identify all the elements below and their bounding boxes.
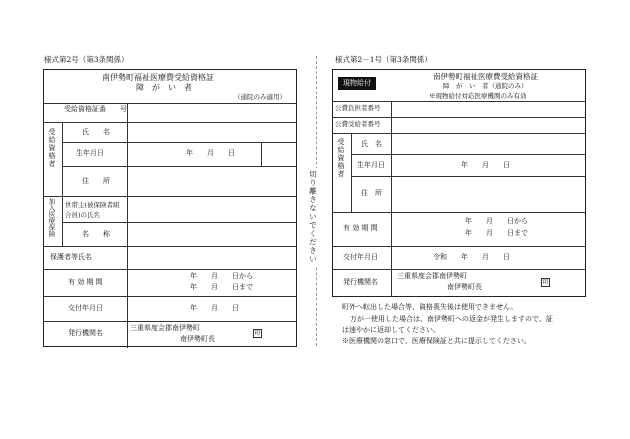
left-issuer-value1: 三重県度会郡南伊勢町 [130,324,200,332]
left-card-title: 南伊勢町福祉医療費受給資格証 [102,73,214,82]
left-insurance-group-label: 加入医療保険 [47,198,56,237]
cut-notice: 切り離さないでください [308,170,318,264]
in-kind-badge: 現物給付 [338,77,376,90]
left-card-note: （通院のみ適用） [234,93,286,101]
right-seal-mark: 印 [542,279,549,286]
right-name-label: 氏 名 [361,140,382,148]
right-period-label: 有 効 期 間 [343,224,378,232]
right-card-title: 南伊勢町福祉医療費受給資格証 [433,72,538,81]
right-card [332,69,586,297]
right-dob-label: 生年月日 [357,161,385,169]
note-line-4: ※医療機関の窓口で、医療保険証と共に提示してください。 [342,337,531,345]
right-dob-value: 年 月 日 [461,161,510,169]
note-line-3: は速やかに返却してください。 [342,326,440,334]
left-period-label: 有 効 期 間 [68,278,103,286]
left-issued-value: 年 月 日 [190,304,239,312]
right-issued-label: 交付年月日 [343,253,378,261]
left-period-to: 年 月 日まで [190,283,253,291]
left-issuer-value2: 南伊勢町長 [180,335,215,343]
left-issued-label: 交付年月日 [68,304,103,312]
right-issuer-value1: 三重県度会郡南伊勢町 [397,272,467,280]
right-form-number: 様式第2－1号（第3条関係） [335,55,432,64]
left-form-number: 様式第2号（第3条関係） [44,55,129,64]
right-address-label: 住 所 [361,189,382,197]
note-line-2: 万が一使用した場合は、南伊勢町への返金が発生しますので、証 [350,315,553,323]
right-issued-value: 令和 年 月 日 [433,253,510,261]
right-card-subtitle: ※現物給付対応医療機関のみ有効 [429,92,527,100]
left-guardian-label: 保護者等氏名 [50,253,92,261]
right-issuer-label: 発行機関名 [343,278,378,286]
left-number-label: 受給資格証番 号 [64,105,127,113]
left-insurance-name-label: 名 称 [82,230,110,238]
left-period-from: 年 月 日から [190,272,253,280]
left-name-label: 氏 名 [82,128,110,136]
left-seal-mark: 印 [254,330,261,337]
note-line-1: 町外へ転出した場合等、資格喪失後は使用できません。 [342,303,518,311]
left-dob-value: 年 月 日 [186,149,235,157]
payer-number-label: 公費負担者番号 [335,104,381,112]
left-address-label: 住 所 [82,177,110,185]
left-dob-label: 生年月日 [76,149,104,157]
right-card-category: 障 が い 者（通院のみ） [443,82,528,90]
right-issuer-value2: 南伊勢町長 [447,283,482,291]
left-recipient-group-label: 受給資格者 [48,128,56,168]
left-card [43,69,297,347]
left-issuer-label: 発行機関名 [68,329,103,337]
right-period-to: 年 月 日まで [465,229,528,237]
right-recipient-group-label: 受給資格者 [337,138,345,178]
left-card-category: 障 が い 者 [136,83,192,92]
left-head-label: 世帯主(被保険者組合員)の氏名 [65,201,120,219]
right-period-from: 年 月 日から [465,217,528,225]
recipient-number-label: 公費受給者番号 [335,120,381,128]
